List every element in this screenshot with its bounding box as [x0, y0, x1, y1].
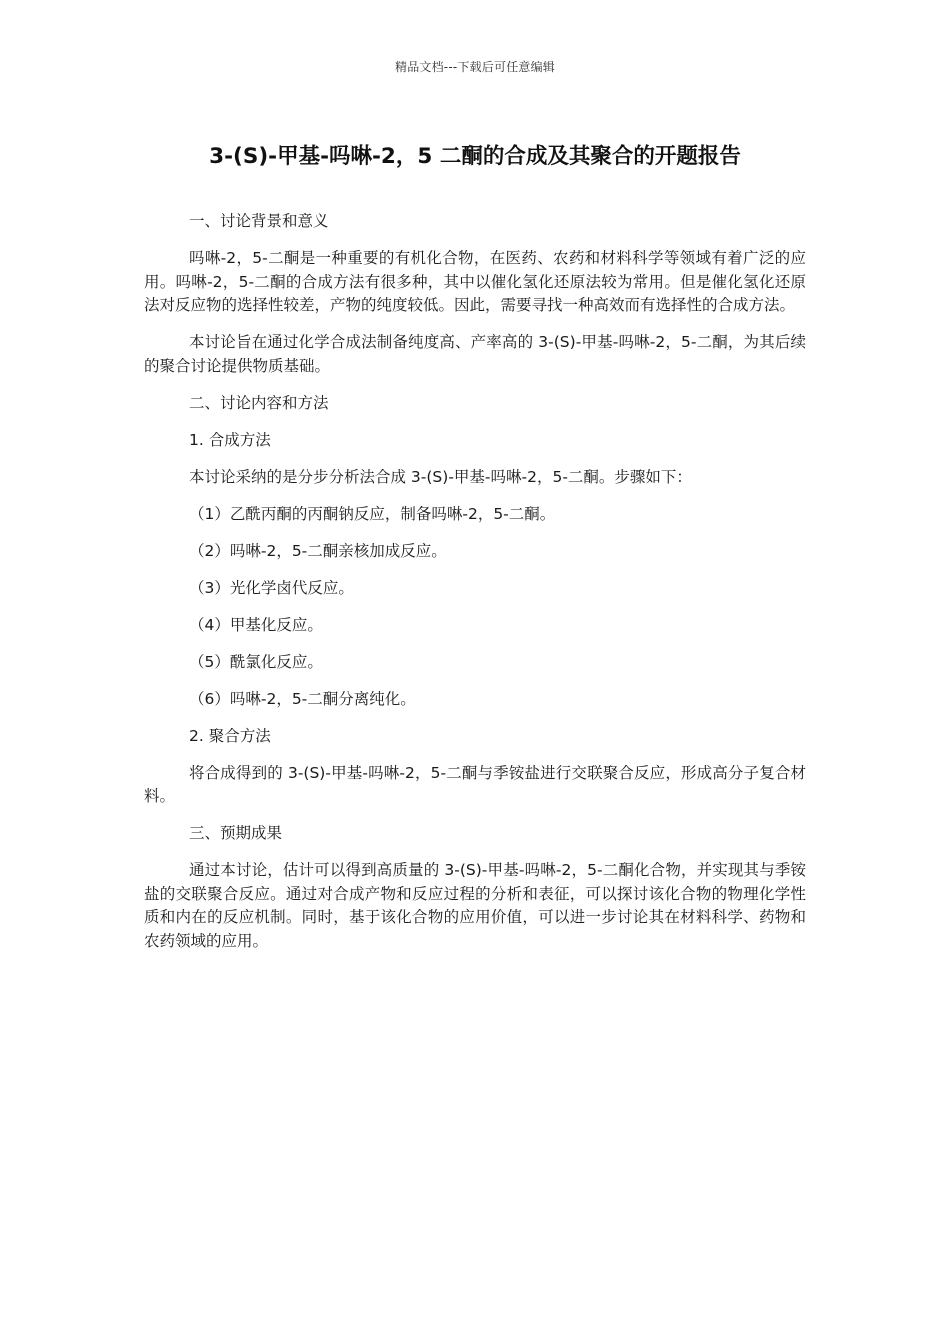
section-1-heading: 一、讨论背景和意义 [189, 212, 329, 230]
document-title: 3-(S)-甲基-吗啉-2，5 二酮的合成及其聚合的开题报告 [209, 144, 741, 169]
step-item: （2）吗啉-2，5-二酮亲核加成反应。 [189, 541, 447, 560]
synthesis-intro: 本讨论采纳的是分步分析法合成 3-(S)-甲基-吗啉-2，5-二酮。步骤如下： [189, 467, 692, 486]
section-3-paragraph: 通过本讨论，估计可以得到高质量的 3-(S)-甲基-吗啉-2，5-二酮化合物，并实现其与季铵盐的交联聚合反应。通过对合成产物和反应过程的分析和表征，可以探讨该化合物的物理化学性质和内在的反应机制。同时，基于该化合物的应用价值，可以进一步讨论其在材料科学、药物和农药领域的应用。 [144, 861, 806, 950]
header-note: 精品文档---下载后可任意编辑 [395, 60, 555, 74]
polymerization-text: 将合成得到的 3-(S)-甲基-吗啉-2，5-二酮与季铵盐进行交联聚合反应，形成高分子复合材料。 [144, 763, 806, 805]
step-item: （6）吗啉-2，5-二酮分离纯化。 [189, 689, 416, 708]
subsection-synthesis-heading: 1. 合成方法 [189, 430, 271, 449]
step-item: （1）乙酰丙酮的丙酮钠反应，制备吗啉-2，5-二酮。 [189, 504, 556, 523]
document-body [144, 210, 806, 967]
section-3-heading: 三、预期成果 [189, 824, 283, 842]
section-1-paragraph-1: 吗啉-2，5-二酮是一种重要的有机化合物，在医药、农药和材料科学等领域有着广泛的应用。吗啉-2，5-二酮的合成方法有很多种，其中以催化氢化还原法较为常用。但是催化氢化还原法对反应物的选择性较差，产物的纯度较低。因此，需要寻找一种高效而有选择性的合成方法。 [144, 249, 806, 314]
step-item: （3）光化学卤代反应。 [189, 578, 354, 597]
subsection-polymerization-heading: 2. 聚合方法 [189, 726, 271, 745]
section-2-heading: 二、讨论内容和方法 [189, 393, 329, 412]
step-item: （4）甲基化反应。 [189, 615, 323, 634]
step-item: （5）酰氯化反应。 [189, 652, 323, 671]
section-1-paragraph-2: 本讨论旨在通过化学合成法制备纯度高、产率高的 3-(S)-甲基-吗啉-2，5-二酮，为其后续的聚合讨论提供物质基础。 [144, 333, 806, 375]
